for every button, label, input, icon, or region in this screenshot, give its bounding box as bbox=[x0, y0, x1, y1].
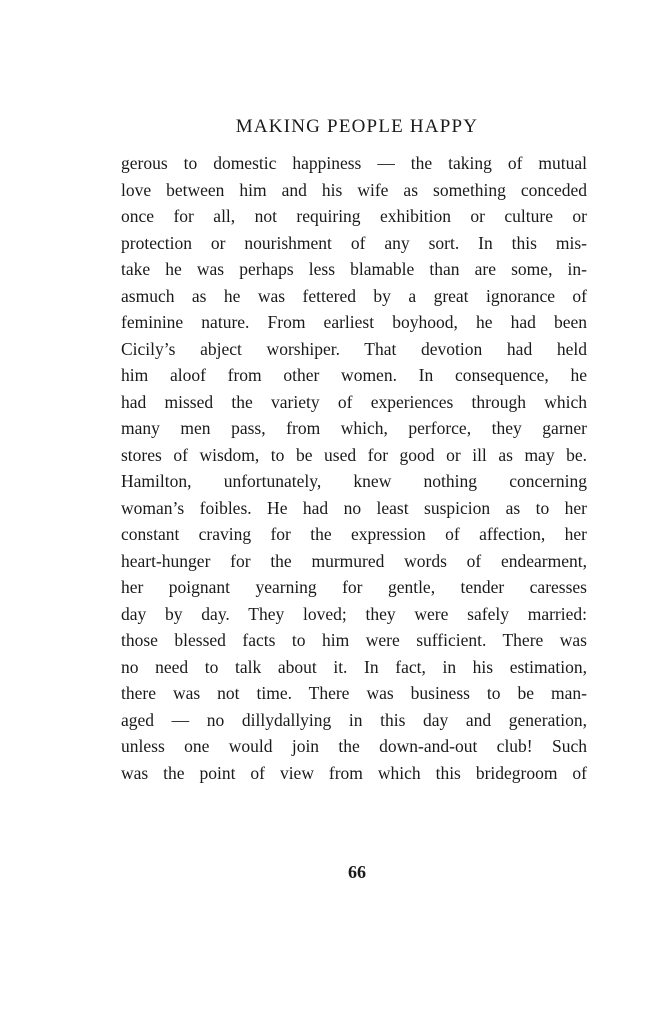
text-line: love between him and his wife as something conceded bbox=[121, 179, 587, 200]
text-line: those blessed facts to him were sufficient. There was bbox=[121, 630, 587, 650]
text-line: Hamilton, unfortunately, knew nothing concerning bbox=[121, 471, 587, 491]
text-line: there was not time. There was business to be man- bbox=[121, 683, 587, 703]
text-line: aged — no dillydallying in this day and generation, bbox=[121, 709, 587, 730]
text-line: heart-hunger for the murmured words of endearment, bbox=[121, 550, 587, 571]
text-line: no need to talk about it. In fact, in his estimation, bbox=[121, 656, 587, 677]
text-line: take he was perhaps less blamable than are some, in- bbox=[121, 259, 587, 279]
text-line: day by day. They loved; they were safely married: bbox=[121, 603, 587, 624]
text-line: gerous to domestic happiness — the taking of mutual bbox=[121, 153, 587, 173]
page-number: 66 bbox=[348, 862, 366, 882]
text-line: asmuch as he was fettered by a great ignorance of bbox=[121, 285, 587, 306]
text-line: stores of wisdom, to be used for good or ill as may be. bbox=[121, 444, 587, 465]
text-line: unless one would join the down-and-out club! Such bbox=[121, 736, 587, 756]
text-line: had missed the variety of experiences through which bbox=[121, 391, 587, 412]
text-line: feminine nature. From earliest boyhood, he had been bbox=[121, 312, 587, 332]
text-line: her poignant yearning for gentle, tender caresses bbox=[121, 577, 587, 597]
text-line: once for all, not requiring exhibition or culture or bbox=[121, 206, 587, 226]
text-line: him aloof from other women. In consequence, he bbox=[121, 365, 587, 385]
text-line: was the point of view from which this bridegroom of bbox=[121, 762, 587, 783]
text-line: protection or nourishment of any sort. In this mis- bbox=[121, 232, 587, 253]
text-line: woman’s foibles. He had no least suspicion as to her bbox=[121, 497, 587, 518]
text-line: Cicily’s abject worshiper. That devotion had held bbox=[121, 338, 587, 359]
text-line: constant craving for the expression of affection, her bbox=[121, 524, 587, 544]
body-text bbox=[121, 150, 587, 786]
text-line: many men pass, from which, perforce, they garner bbox=[121, 418, 587, 438]
running-head: MAKING PEOPLE HAPPY bbox=[235, 116, 479, 137]
